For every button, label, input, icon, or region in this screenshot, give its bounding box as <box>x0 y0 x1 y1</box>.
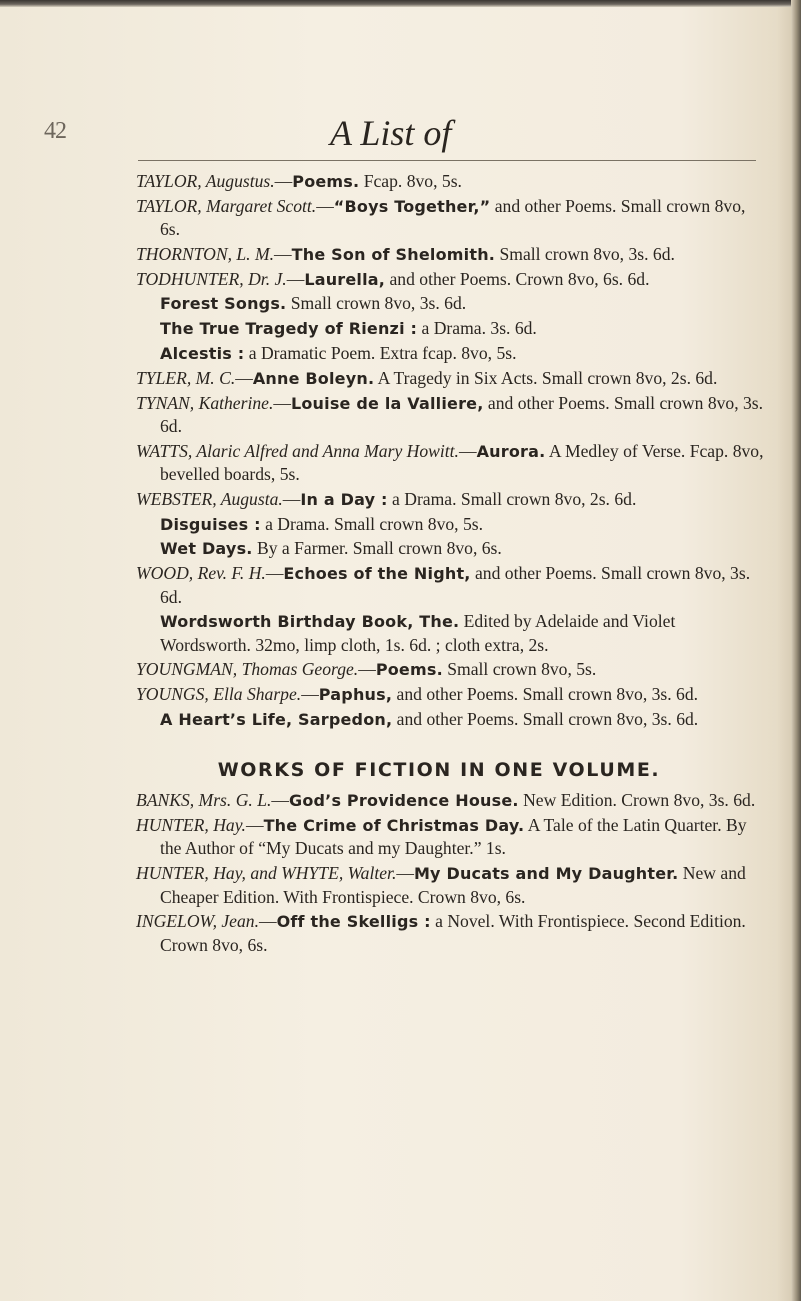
entry-dash: — <box>245 815 264 836</box>
entry-author: YOUNGMAN, Thomas George. <box>136 659 359 680</box>
entry-dash: — <box>282 488 301 509</box>
catalogue-entry <box>136 392 766 439</box>
entry-details: and other Poems. Small crown 8vo, 3s. 6d. <box>160 563 751 607</box>
catalogue-entry <box>136 814 766 861</box>
catalogue-entry <box>136 708 766 731</box>
entry-details: A Tale of the Latin Quarter. By the Author of “My Ducats and my Daughter.” 1s. <box>160 815 747 859</box>
entry-author: YOUNGS, Ella Sharpe. <box>136 684 302 705</box>
entry-title: Louise de la Valliere, <box>290 393 484 413</box>
entry-details: New Edition. Crown 8vo, 3s. 6d. <box>518 790 756 811</box>
page-number: 42 <box>44 118 66 144</box>
catalogue-entry <box>136 488 766 511</box>
entry-details: a Drama. Small crown 8vo, 2s. 6d. <box>387 488 637 509</box>
catalogue-column <box>136 170 766 958</box>
catalogue-entry <box>136 562 766 609</box>
catalogue-entry <box>136 440 766 487</box>
fiction-entry-list <box>136 789 766 957</box>
entry-title: Anne Boleyn. <box>252 368 375 388</box>
entry-title: Wet Days. <box>160 539 253 559</box>
entry-title: Laurella, <box>304 269 386 289</box>
entry-details: Small crown 8vo, 3s. 6d. <box>286 293 467 314</box>
entry-author: TAYLOR, Margaret Scott. <box>136 195 317 216</box>
entry-author: BANKS, Mrs. G. L. <box>136 790 272 811</box>
entry-dash: — <box>274 171 293 191</box>
catalogue-entry <box>136 342 766 365</box>
catalogue-entry <box>136 862 766 909</box>
catalogue-entry <box>136 537 766 560</box>
entry-author: HUNTER, Hay. <box>136 815 246 836</box>
entry-details: a Drama. 3s. 6d. <box>417 318 537 339</box>
entry-details: A Tragedy in Six Acts. Small crown 8vo, 2s. 6d. <box>374 367 718 388</box>
entry-author: HUNTER, Hay, and WHYTE, Walter. <box>136 863 397 884</box>
catalogue-entry <box>136 610 766 657</box>
entry-author: TYLER, M. C. <box>136 367 236 388</box>
entry-dash: — <box>271 790 289 811</box>
entry-title: God’s Providence House. <box>288 791 519 811</box>
entry-details: and other Poems. Small crown 8vo, 3s. 6d. <box>392 709 699 730</box>
entry-title: Forest Songs. <box>160 294 287 314</box>
page-top-edge <box>0 0 801 7</box>
entry-title: Echoes of the Night, <box>283 564 471 584</box>
entry-dash: — <box>258 911 277 932</box>
catalogue-entry <box>136 243 766 266</box>
catalogue-entry <box>136 910 766 957</box>
catalogue-entry <box>136 789 766 812</box>
entry-details: Edited by Adelaide and Violet Wordsworth. 32mo, limp cloth, 1s. 6d. ; cloth extra, 2s. <box>160 611 676 655</box>
entry-details: and other Poems. Crown 8vo, 6s. 6d. <box>385 268 650 289</box>
catalogue-entry <box>136 658 766 681</box>
entry-title: Poems. <box>375 660 443 680</box>
running-head: A List of <box>330 113 452 153</box>
entry-author: WATTS, Alaric Alfred and Anna Mary Howitt. <box>136 440 459 461</box>
entry-dash: — <box>358 659 376 680</box>
entry-title: The Crime of Christmas Day. <box>263 816 525 836</box>
entry-title: Poems. <box>292 172 360 191</box>
catalogue-entry <box>136 317 766 340</box>
entry-title: Disguises : <box>160 514 261 534</box>
entry-title: My Ducats and My Daughter. <box>413 864 679 884</box>
entry-details: By a Farmer. Small crown 8vo, 6s. <box>252 538 502 559</box>
catalogue-entry <box>136 367 766 390</box>
entry-details: A Medley of Verse. Fcap. 8vo, bevelled boards, 5s. <box>160 440 764 485</box>
entry-author: INGELOW, Jean. <box>136 911 259 932</box>
entry-title: Aurora. <box>476 441 546 461</box>
entry-title: The True Tragedy of Rienzi : <box>160 319 418 339</box>
catalogue-entry <box>136 268 766 291</box>
catalogue-entry <box>136 170 766 193</box>
entry-title: A Heart’s Life, Sarpedon, <box>160 710 393 730</box>
catalogue-entry <box>136 195 766 242</box>
entry-title: “Boys Together,” <box>333 196 491 216</box>
catalogue-entry <box>136 513 766 536</box>
entry-details: Small crown 8vo, 5s. <box>442 659 597 680</box>
entry-author: WOOD, Rev. F. H. <box>136 563 266 584</box>
entry-details: and other Poems. Small crown 8vo, 3s. 6d. <box>160 392 764 436</box>
entry-dash: — <box>235 367 253 388</box>
entry-title: Wordsworth Birthday Book, The. <box>160 612 460 632</box>
entry-details: Fcap. 8vo, 5s. <box>359 171 462 191</box>
catalogue-entry <box>136 292 766 315</box>
entry-author: TAYLOR, Augustus. <box>136 171 275 191</box>
entry-title: Paphus, <box>318 685 393 705</box>
entry-details: a Drama. Small crown 8vo, 5s. <box>260 513 484 534</box>
entry-author: THORNTON, L. M. <box>136 243 275 264</box>
page-binding-edge <box>791 0 801 1301</box>
entry-dash: — <box>265 563 284 584</box>
entry-title: Off the Skelligs : <box>276 912 431 932</box>
entry-author: TYNAN, Katherine. <box>136 392 274 413</box>
entry-details: a Novel. With Frontispiece. Second Edition. Crown 8vo, 6s. <box>160 911 746 955</box>
entry-author: TODHUNTER, Dr. J. <box>136 268 287 289</box>
entry-details: Small crown 8vo, 3s. 6d. <box>495 243 675 264</box>
entry-dash: — <box>316 195 334 216</box>
entry-details: and other Poems. Small crown 8vo, 3s. 6d. <box>392 684 699 705</box>
entry-title: In a Day : <box>300 489 388 509</box>
poetry-entry-list <box>136 170 766 731</box>
section-heading-fiction: WORKS OF FICTION IN ONE VOLUME. <box>217 759 661 782</box>
entry-title: The Son of Shelomith. <box>291 244 496 264</box>
entry-details: and other Poems. Small crown 8vo, 6s. <box>160 195 746 240</box>
entry-dash: — <box>396 863 414 884</box>
entry-dash: — <box>286 268 305 289</box>
entry-dash: — <box>274 243 292 264</box>
header-rule <box>138 160 756 161</box>
entry-author: WEBSTER, Augusta. <box>136 488 283 509</box>
entry-details: New and Cheaper Edition. With Frontispiece. Crown 8vo, 6s. <box>160 863 746 907</box>
entry-dash: — <box>301 684 319 705</box>
entry-details: a Dramatic Poem. Extra fcap. 8vo, 5s. <box>244 343 517 364</box>
entry-title: Alcestis : <box>160 344 245 364</box>
catalogue-entry <box>136 683 766 706</box>
entry-dash: — <box>458 440 477 461</box>
entry-dash: — <box>273 392 291 413</box>
